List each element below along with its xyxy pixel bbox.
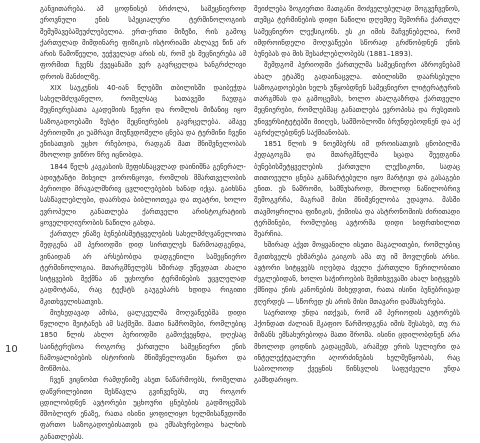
paragraph: ქართულ ენაზე ბუნებისმეტყველების სახელმძღვანელოთა შედგენა ამ პერიოდში დიდ სირთულეს წარმოადგენდა, ვინაიდან არ არსებობდა დადგენილი სამეცნიერო ტერმინოლოგია. მთარგმნელებს ხშირად უწევდათ ახალი სიტყვების შექმნა ან უცხოური ტერმინების უცვლელად გადმოტანა, რაც ტექსტს გაუგებარს ხდიდა რიგითი მკითხველისათვის. (40, 230, 246, 306)
left-text-column (40, 4, 246, 441)
right-text-column (254, 4, 460, 416)
paragraph: ხშირად აქვთ მოყვანილი ისეთი მაგალითები, რომლებიც მკითხველს ეხმარება გაიგოს ამა თუ იმ მოვლენის არსი. ავტორი სიტყვებს იღებდა ძველი ქართული წერილობითი ძეგლებიდან, ხოლო საჭიროების შემთხვევაში ახალ სიტყვებს ქმნიდა ენის კანონების მიხედვით, რათა ისინი ბუნებრივად ჟღერდეს — სწორედ ეს არის მისი მთავარი დამსახურება. (254, 241, 460, 306)
paragraph: განვითარება. ამ ცოდნისებ ბრძოლა, სამეცნიეროდ ეროვნული ენის სპეციალური ტერმინოლოგიის შემუშავებაშეუძლებელია. ერთ-ერთი მიზეზი, რის გამოც ქართულად მიმდინარე ფიზიკის ისტორიაში ახლავე წინ არ არის წამოწეული, უეჭველად არის ის, რომ ეს მეცნიერება ამ ფორმით ჩვენს ქვეყანაში ვერ გავრცელდა ხანგრძლივი დროის მანძილზე. (40, 5, 246, 81)
paragraph: XIX საუკუნის 40-იან წლებში თბილისში დაიბეჭდა სახელმძღვანელო, რომელსაც სათავეში ჩაუდგა მეცნიერებათა აკადემიის წევრი და რომლის მიზანიც იყო საზოგადოებაში ზუსტი მეცნიერების გავრცელება. ამავე პერიოდში კი უამრავი მიუწვდომელი ცნება და ტერმინი ჩვენი ენისათვის უცხო რჩებოდა, რადგან მათ მნიშვნელობას მხოლოდ ვიწრო წრე იცნობდა. (40, 83, 246, 160)
page-number: 10 (5, 344, 18, 355)
paragraph: შემდგომ პერიოდში ქართულმა სამეცნიერო აზროვნებამ ახალ ეტაპზე გადაინაცვლა. თბილისში დაარსებული საზოგადოებები ხელს უწყობდნენ სამეცნიერო ლიტერატურის თარგმნას და გამოცემას, ხოლო ახალგაზრდა ქართველი მეცნიერები, რომლებმაც განათლება ევროპისა და რუსეთის უნივერსიტეტებში მიიღეს, სამშობლოში ბრუნდებოდნენ და აქ აგრძელებდნენ საქმიანობას. (254, 61, 460, 137)
paragraph: 1851 წლის 9 ნოემბერს იმ დროისათვის ცნობილმა პედაგოგმა და მთარგმნელმა სცადა შეედგინა ბუნებისმეტყველების ქართული ლექსიკონი, სადაც თითოეული ცნება განმარტებული იყო მარტივი და გასაგები ენით. ეს ნაშრომი, სამწუხაროდ, მხოლოდ ნაწილობრივ შემოგვრჩა, მაგრამ მისი მნიშვნელობა უდავოა. მასში თავმოყრილია ფიზიკის, ქიმიისა და ასტრონომიის ძირითადი ტერმინები, რომლებიც ავტორმა დიდი სიფრთხილით შეარჩია. (254, 140, 460, 238)
paragraph: მიუხედავად ამისა, ცალკეულმა მოღვაწეებმა დიდი წვლილი შეიტანეს ამ საქმეში. მათი ნაშრომები, რომლებიც 1850 წლის ახლო პერიოდში გამოქვეყნდა, დღესაც საინტერესოა როგორც ქართული სამეცნიერო ენის ჩამოყალიბების ისტორიის მნიშვნელოვანი წყარო და მოწმობა. (40, 308, 246, 373)
paragraph: ჩვენ ვიცნობთ რამდენიმე ასეთ ნაწარმოებს, რომელთა დაწვრილებითი შესწავლა გვიჩვენებს, თუ როგორ ცდილობდნენ ავტორები უცხოური ცნებების გადმოცემას მშობლიურ ენაზე, რათა ისინი ყოფილიყო ხელმისაწვდომი ფართო საზოგადოებისათვის და ემსახურებოდა ხალხის განათლებას. (40, 376, 246, 441)
paragraph: შეიძლება ზოგიერთი მათგანი მოძველებულად მოგვეჩვენოს, თუმცა ტერმინების დიდი ნაწილი დღემდე შემორჩა ქართულ სამეცნიერო ლექსიკონს. ეს კი იმის მაჩვენებელია, რომ იმდროინდელი მოღვაწეები სწორად გრძნობდნენ ენის ბუნებას და მის შესაძლებლობებს (1881–1893). (254, 5, 460, 58)
paragraph: საერთოდ უნდა ითქვას, რომ ამ პერიოდის ავტორებს ჰქონდათ ძალიან მკაფიო წარმოდგენა იმის შესახებ, თუ რა მიზანს ემსახურებოდა მათი შრომა. ისინი ცდილობდნენ არა მხოლოდ ცოდნის გადაცემას, არამედ ერის სულიერი და ინტელექტუალური აღორძინების ხელშეწყობას, რაც საბოლოოდ ქვეყნის წინსვლის საფუძველი უნდა გამხდარიყო. (254, 308, 460, 385)
paragraph: 1844 წელს კავკასიის მეფისნაცვლად დაინიშნა გენერალ-ადიუტანტი მიხეილ ვორონცოვი, რომლის მმართველობის პერიოდი მრავალმხრივ ცვლილებების ხანად იქცა. გაიხსნა სასწავლებლები, დაარსდა ბიბლიოთეკა და თეატრი, ხოლო ევროპული განათლება ქართველი არისტოკრატიის ყოველდღიურობის ნაწილი გახდა. (40, 162, 246, 227)
